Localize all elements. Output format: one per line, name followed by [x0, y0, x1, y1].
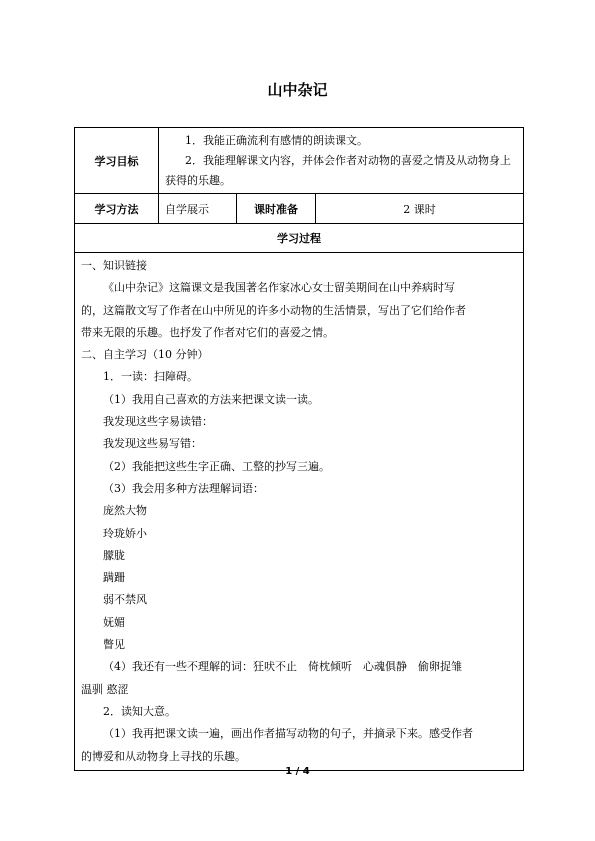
hours-label: 课时准备 [237, 194, 316, 224]
page-number: 1 / 4 [285, 766, 310, 777]
prompt-easy-miswrite: 我发现这些易写错： [103, 437, 202, 451]
vocab-word: 弱不禁风 [103, 593, 147, 607]
objectives-label: 学习目标 [75, 128, 159, 194]
step-read: 1．一读：扫障碍。 [103, 370, 198, 384]
task-unknown-words-cont: 温驯 憨涩 [81, 682, 129, 696]
vocab-word: 玲珑娇小 [103, 526, 147, 540]
task-unknown-words: （4）我还有一些不理解的词：狂吠不止 倚枕倾听 心魂俱静 偷卵捉雏 [103, 660, 462, 674]
step-main-idea: 2．读知大意。 [103, 704, 176, 718]
task-reread: （1）我再把课文读一遍，画出作者描写动物的句子，并摘录下来。感受作者 [103, 727, 473, 741]
vocab-word: 朦胧 [103, 548, 125, 562]
vocab-word: 妩媚 [103, 615, 125, 629]
process-body-row [75, 253, 524, 771]
section-heading-knowledge: 一、知识链接 [81, 259, 147, 272]
vocab-word: 庞然大物 [103, 504, 147, 518]
task-read-aloud: （1）我用自己喜欢的方法来把课文读一读。 [103, 392, 319, 406]
task-understand-words: （3）我会用多种方法理解词语： [103, 481, 264, 495]
objectives-cell [159, 128, 524, 194]
objectives-row [75, 128, 524, 194]
method-row [75, 194, 524, 224]
intro-paragraph-line: 的，这篇散文写了作者在山中所见的许多小动物的生活情景，写出了它们给作者 [81, 303, 466, 317]
vocab-word: 蹒跚 [103, 571, 125, 585]
method-value: 自学展示 [159, 194, 237, 224]
intro-paragraph-line: 带来无限的乐趣。也抒发了作者对它们的喜爱之情。 [81, 325, 334, 339]
intro-paragraph-line: 《山中杂记》这篇课文是我国著名作家冰心女士留美期间在山中养病时写 [103, 281, 455, 295]
document-title: 山中杂记 [267, 81, 328, 99]
task-copy-characters: （2）我能把这些生字正确、工整的抄写三遍。 [103, 459, 330, 473]
task-reread-cont: 的博爱和从动物身上寻找的乐趣。 [81, 749, 246, 763]
objective-1: 1．我能正确流利有感情的朗读课文。 [185, 134, 368, 147]
process-label: 学习过程 [75, 224, 524, 253]
lesson-plan-table [74, 127, 524, 771]
hours-value: 2 课时 [316, 194, 524, 224]
process-header-row [75, 224, 524, 253]
vocab-word: 瞥见 [103, 638, 125, 652]
process-content [75, 253, 524, 771]
prompt-easy-misread: 我发现这些字易读错： [103, 415, 213, 429]
objective-2: 2．我能理解课文内容，并体会作者对动物的喜爱之情及从动物身上获得的乐趣。 [165, 154, 511, 187]
method-label: 学习方法 [75, 194, 159, 224]
section-heading-self-study: 二、自主学习（10 分钟） [81, 348, 209, 362]
